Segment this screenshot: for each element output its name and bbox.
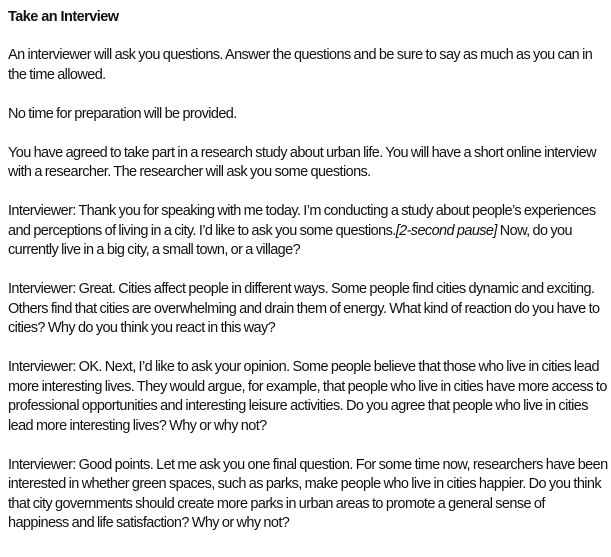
- question-1-text: Interviewer: Thank you for speaking with me today. I’m conducting a study about people’s experiences and perceptions of living in a city. I’d like to ask you some questions.: [8, 203, 596, 239]
- interviewer-question-2: Interviewer: Great. Cities affect people in different ways. Some people find cities dynamic and exciting. Others find that cities are overwhelming and drain them of energy. What kind of reaction do you have to cities? Why do you think you react in this way?: [8, 281, 600, 336]
- preparation-note: No time for preparation will be provided.: [8, 105, 237, 122]
- question-1-followup: Now, do you currently live in a big city, a small town, or a village?: [8, 222, 572, 258]
- scenario-paragraph: You have agreed to take part in a research study about urban life. You will have a short online interview with a researcher. The researcher will ask you some questions.: [8, 144, 596, 180]
- pause-note: [2-second pause]: [395, 222, 497, 239]
- instructions-paragraph: An interviewer will ask you questions. Answer the questions and be sure to say as much as you can in the time allowed.: [8, 47, 593, 83]
- task-title: Take an Interview: [8, 9, 119, 25]
- interviewer-question-1: [8, 202, 608, 261]
- interviewer-question-4: Interviewer: Good points. Let me ask you one final question. For some time now, researchers have been interested in whether green spaces, such as parks, make people who live in cities happier. Do you think that city governments should create more parks in urban areas to promote a general sense of happiness and life satisfaction? Why or why not?: [8, 456, 608, 531]
- interviewer-question-3: Interviewer: OK. Next, I’d like to ask your opinion. Some people believe that those who live in cities lead more interesting lives. They would argue, for example, that people who live in cities have more access to professional opportunities and interesting leisure activities. Do you agree that people who live in cities lead more interesting lives? Why or why not?: [8, 359, 607, 434]
